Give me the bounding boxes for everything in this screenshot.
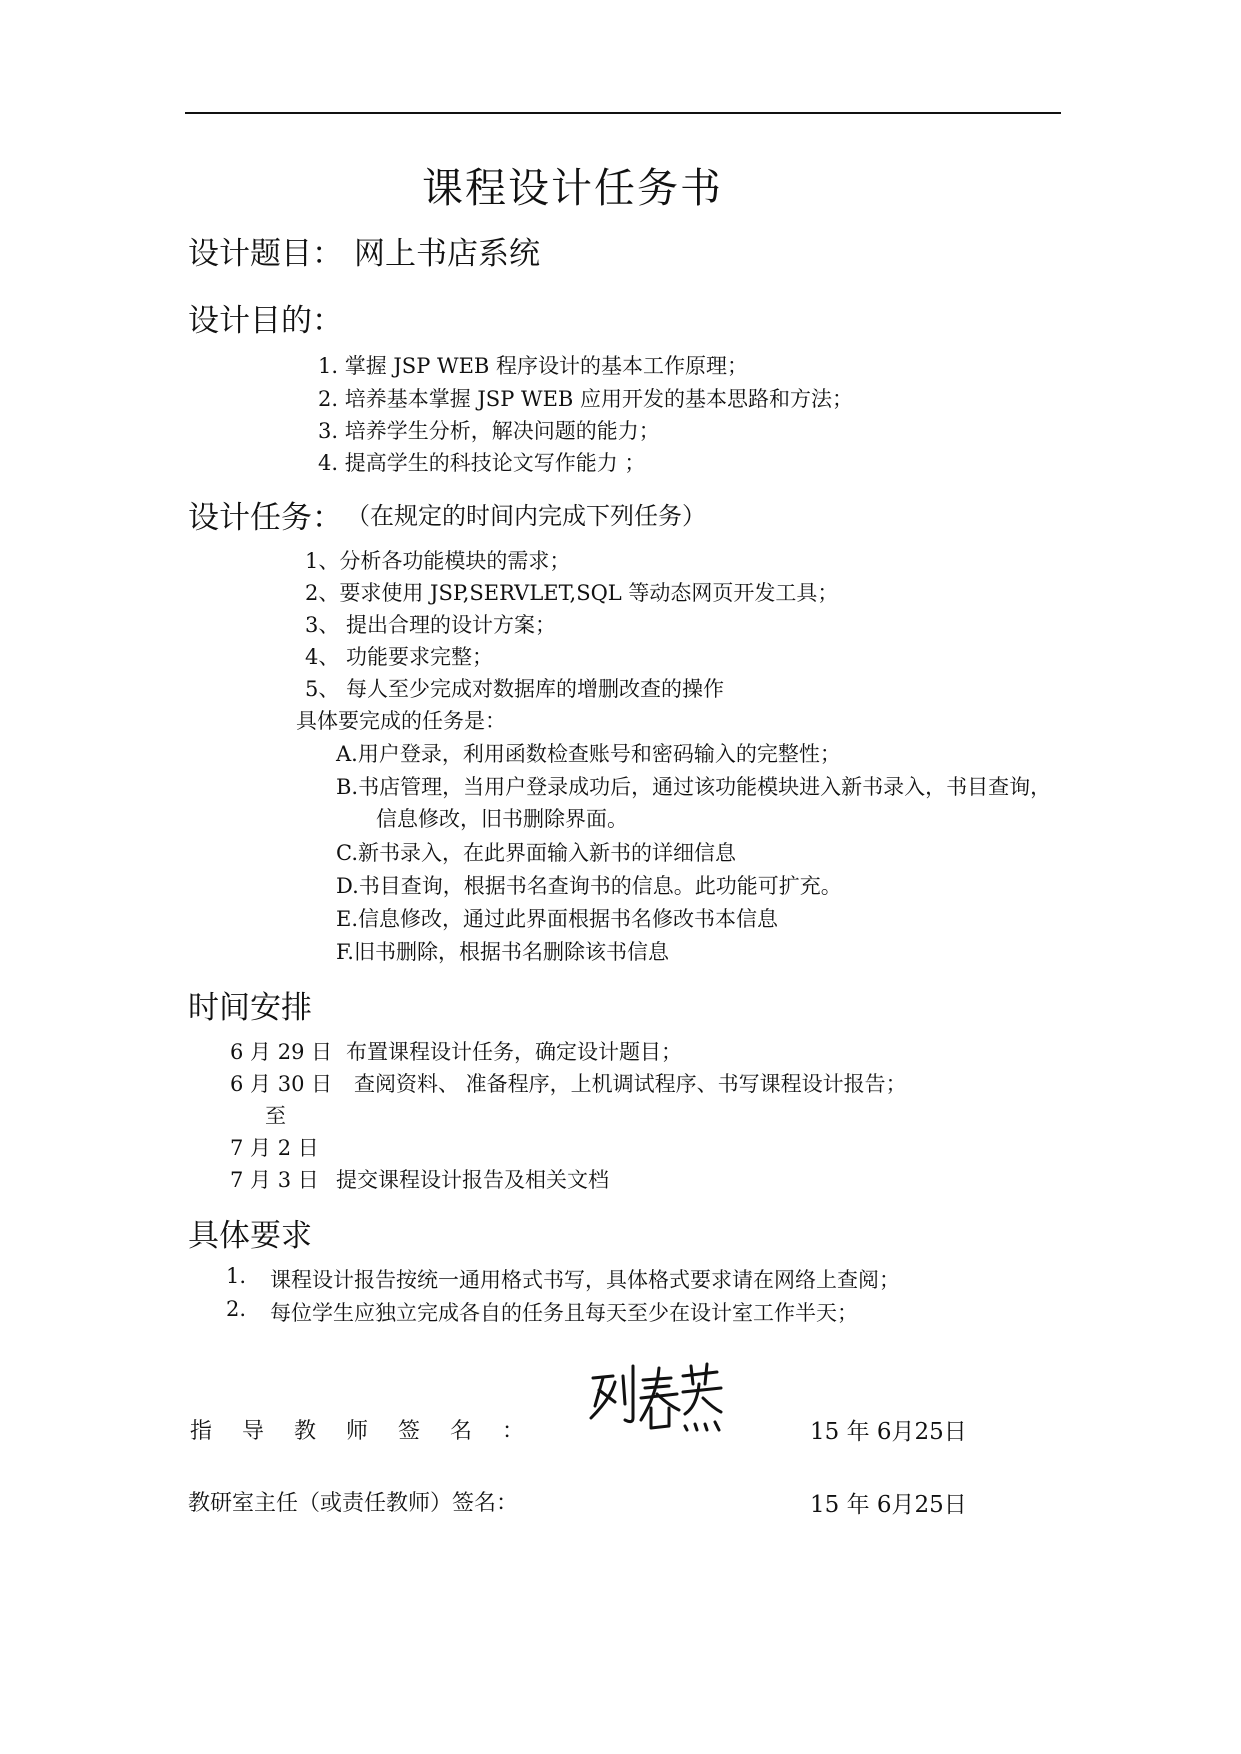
document-title: 课程设计任务书 <box>422 164 723 212</box>
purpose-item: 1. 掌握 JSP WEB 程序设计的基本工作原理； <box>318 354 749 378</box>
specific-task: B.书店管理，当用户登录成功后，通过该功能模块进入新书录入，书目查询， <box>336 775 1052 799</box>
specific-task: C.新书录入，在此界面输入新书的详细信息 <box>336 841 736 865</box>
specific-task: F.旧书删除，根据书名删除该书信息 <box>336 940 669 964</box>
schedule-text: 布置课程设计任务，确定设计题目； <box>346 1040 682 1064</box>
tasks-heading: 设计任务： <box>188 500 343 536</box>
purpose-heading: 设计目的： <box>188 303 343 339</box>
task-item: 4、 功能要求完整； <box>305 645 494 669</box>
task-item: 1、分析各功能模块的需求； <box>305 549 571 573</box>
purpose-item: 2. 培养基本掌握 JSP WEB 应用开发的基本思路和方法； <box>318 387 854 411</box>
schedule-date: 6 月 30 日 <box>230 1072 333 1096</box>
specific-task-continued: 信息修改，旧书删除界面。 <box>376 807 628 831</box>
topic-label: 设计题目： <box>188 236 343 272</box>
requirements-heading: 具体要求 <box>188 1218 312 1254</box>
purpose-item: 3. 培养学生分析，解决问题的能力； <box>318 419 660 443</box>
director-signature-date: 15 年 6月25日 <box>810 1492 967 1518</box>
tasks-note: （在规定的时间内完成下列任务） <box>346 502 706 530</box>
handwritten-signature <box>585 1358 725 1440</box>
schedule-text: 提交课程设计报告及相关文档 <box>336 1168 609 1192</box>
schedule-heading: 时间安排 <box>188 990 312 1026</box>
director-signature-label: 教研室主任（或责任教师）签名： <box>188 1491 519 1516</box>
specific-task: E.信息修改，通过此界面根据书名修改书本信息 <box>336 907 779 931</box>
topic-value: 网上书店系统 <box>354 236 540 272</box>
header-rule <box>185 112 1061 114</box>
specific-task: A.用户登录，利用函数检查账号和密码输入的完整性； <box>336 742 841 766</box>
schedule-date: 7 月 3 日 <box>230 1168 319 1192</box>
requirement-text: 每位学生应独立完成各自的任务且每天至少在设计室工作半天； <box>270 1301 858 1325</box>
requirement-number: 2. <box>226 1297 247 1321</box>
requirement-text: 课程设计报告按统一通用格式书写，具体格式要求请在网络上查阅； <box>270 1268 900 1292</box>
requirement-number: 1. <box>226 1264 247 1288</box>
purpose-item: 4. 提高学生的科技论文写作能力 ； <box>318 451 646 475</box>
schedule-date: 7 月 2 日 <box>230 1136 319 1160</box>
task-item: 3、 提出合理的设计方案； <box>305 613 557 637</box>
schedule-date: 至 <box>265 1104 286 1128</box>
task-item: 5、 每人至少完成对数据库的增删改查的操作 <box>305 677 725 701</box>
task-item: 2、要求使用 JSP,SERVLET,SQL 等动态网页开发工具； <box>305 581 839 605</box>
schedule-date: 6 月 29 日 <box>230 1040 333 1064</box>
specific-tasks-label: 具体要完成的任务是： <box>296 709 506 733</box>
specific-task: D.书目查询，根据书名查询书的信息。此功能可扩充。 <box>336 874 842 898</box>
advisor-signature-label: 指导教师签名： <box>190 1419 555 1444</box>
schedule-text: 查阅资料、 准备程序，上机调试程序、书写课程设计报告； <box>354 1072 907 1096</box>
advisor-signature-date: 15 年 6月25日 <box>810 1419 967 1445</box>
